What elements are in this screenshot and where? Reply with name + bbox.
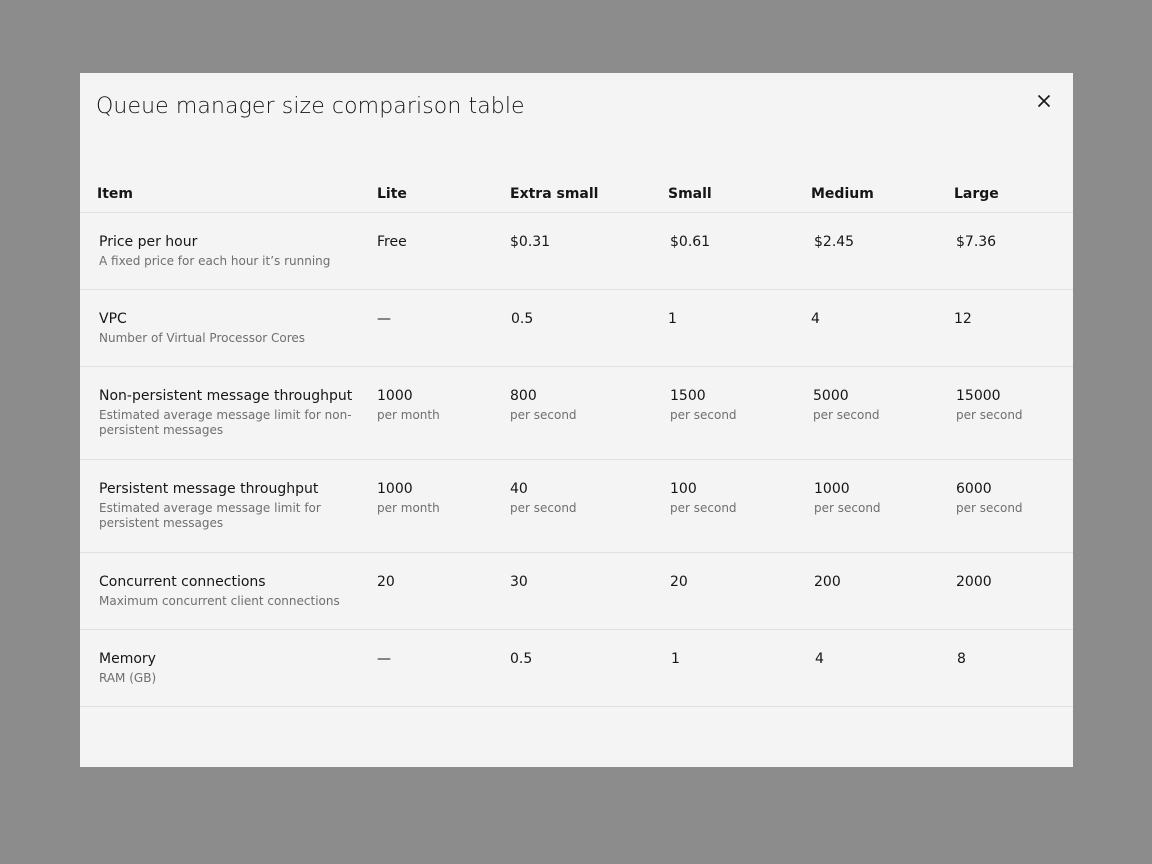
header-item: Item bbox=[97, 186, 133, 202]
table-header-row bbox=[80, 178, 1073, 213]
item-cell bbox=[99, 232, 359, 269]
value: $7.36 bbox=[956, 234, 997, 250]
value: $0.61 bbox=[670, 234, 711, 250]
value-cell bbox=[814, 232, 854, 252]
value-cell bbox=[671, 649, 680, 669]
value-cell bbox=[957, 649, 966, 669]
value-cell bbox=[668, 309, 677, 329]
item-name: Persistent message throughput bbox=[99, 481, 319, 497]
value: 1000 bbox=[377, 388, 413, 404]
item-name: Memory bbox=[99, 651, 156, 667]
value: $2.45 bbox=[814, 234, 855, 250]
value: 1000 bbox=[814, 481, 850, 497]
value: Free bbox=[377, 234, 407, 250]
value-cell bbox=[670, 232, 710, 252]
value-cell bbox=[814, 572, 841, 592]
header-extra-small: Extra small bbox=[510, 186, 599, 202]
item-description: Estimated average message limit for non-persistent messages bbox=[99, 408, 352, 437]
value-cell bbox=[670, 386, 737, 423]
value-unit: per second bbox=[956, 501, 1023, 515]
table-row bbox=[80, 460, 1073, 553]
table-row bbox=[80, 630, 1073, 707]
value-unit: per month bbox=[377, 501, 440, 515]
value-cell bbox=[813, 386, 880, 423]
value-cell bbox=[956, 386, 1023, 423]
value: 4 bbox=[815, 651, 824, 667]
value: 800 bbox=[510, 388, 537, 404]
value-unit: per second bbox=[510, 408, 577, 422]
value-cell bbox=[815, 649, 824, 669]
item-description: RAM (GB) bbox=[99, 671, 157, 685]
table-row bbox=[80, 290, 1073, 367]
value-cell bbox=[510, 232, 550, 252]
table-row bbox=[80, 553, 1073, 630]
value-cell bbox=[956, 232, 996, 252]
value-cell bbox=[510, 479, 577, 516]
item-cell bbox=[99, 479, 359, 531]
value: — bbox=[377, 651, 391, 667]
value: 20 bbox=[377, 574, 395, 590]
value: 1 bbox=[668, 311, 677, 327]
table-row bbox=[80, 367, 1073, 460]
value: 2000 bbox=[956, 574, 992, 590]
value-unit: per second bbox=[813, 408, 880, 422]
item-cell bbox=[99, 309, 359, 346]
header-medium: Medium bbox=[811, 186, 874, 202]
item-name: Concurrent connections bbox=[99, 574, 266, 590]
value: 6000 bbox=[956, 481, 992, 497]
item-description: Estimated average message limit for persistent messages bbox=[99, 501, 321, 530]
value-cell bbox=[377, 386, 440, 423]
value: 12 bbox=[954, 311, 972, 327]
value: $0.31 bbox=[510, 234, 551, 250]
comparison-table bbox=[80, 178, 1073, 707]
item-name: VPC bbox=[99, 311, 127, 327]
value: 0.5 bbox=[511, 311, 534, 327]
item-name: Price per hour bbox=[99, 234, 198, 250]
value-cell bbox=[956, 572, 992, 592]
value-unit: per second bbox=[510, 501, 577, 515]
value-cell bbox=[811, 309, 820, 329]
value-cell bbox=[377, 649, 391, 669]
value-cell bbox=[956, 479, 1023, 516]
item-description: Number of Virtual Processor Cores bbox=[99, 331, 306, 345]
value: 1500 bbox=[670, 388, 706, 404]
modal-title: Queue manager size comparison table bbox=[96, 94, 525, 119]
header-small: Small bbox=[668, 186, 712, 202]
value-cell bbox=[510, 386, 577, 423]
item-cell bbox=[99, 386, 359, 438]
value-cell bbox=[510, 572, 528, 592]
value-unit: per second bbox=[670, 408, 737, 422]
value: 8 bbox=[957, 651, 966, 667]
value: 4 bbox=[811, 311, 820, 327]
value: 30 bbox=[510, 574, 528, 590]
value: 200 bbox=[814, 574, 841, 590]
value-unit: per month bbox=[377, 408, 440, 422]
value-unit: per second bbox=[814, 501, 881, 515]
value-cell bbox=[670, 572, 688, 592]
value-unit: per second bbox=[956, 408, 1023, 422]
item-description: Maximum concurrent client connections bbox=[99, 594, 340, 608]
item-cell bbox=[99, 572, 359, 609]
value-cell bbox=[814, 479, 881, 516]
value: 15000 bbox=[956, 388, 1001, 404]
header-large: Large bbox=[954, 186, 999, 202]
value-cell bbox=[954, 309, 972, 329]
close-icon[interactable] bbox=[1032, 89, 1056, 113]
value-cell bbox=[377, 572, 395, 592]
value-unit: per second bbox=[670, 501, 737, 515]
value-cell bbox=[511, 309, 533, 329]
comparison-modal bbox=[80, 73, 1073, 767]
item-cell bbox=[99, 649, 359, 686]
value: 40 bbox=[510, 481, 528, 497]
value: 20 bbox=[670, 574, 688, 590]
value: 1 bbox=[671, 651, 680, 667]
value-cell bbox=[377, 309, 391, 329]
value-cell bbox=[670, 479, 737, 516]
table-row bbox=[80, 213, 1073, 290]
value: — bbox=[377, 311, 391, 327]
value: 1000 bbox=[377, 481, 413, 497]
value: 0.5 bbox=[510, 651, 533, 667]
item-description: A fixed price for each hour it’s running bbox=[99, 254, 331, 268]
value-cell bbox=[510, 649, 532, 669]
header-lite: Lite bbox=[377, 186, 407, 202]
value-cell bbox=[377, 479, 440, 516]
value: 100 bbox=[670, 481, 697, 497]
value: 5000 bbox=[813, 388, 849, 404]
value-cell bbox=[377, 232, 407, 252]
item-name: Non-persistent message throughput bbox=[99, 388, 353, 404]
